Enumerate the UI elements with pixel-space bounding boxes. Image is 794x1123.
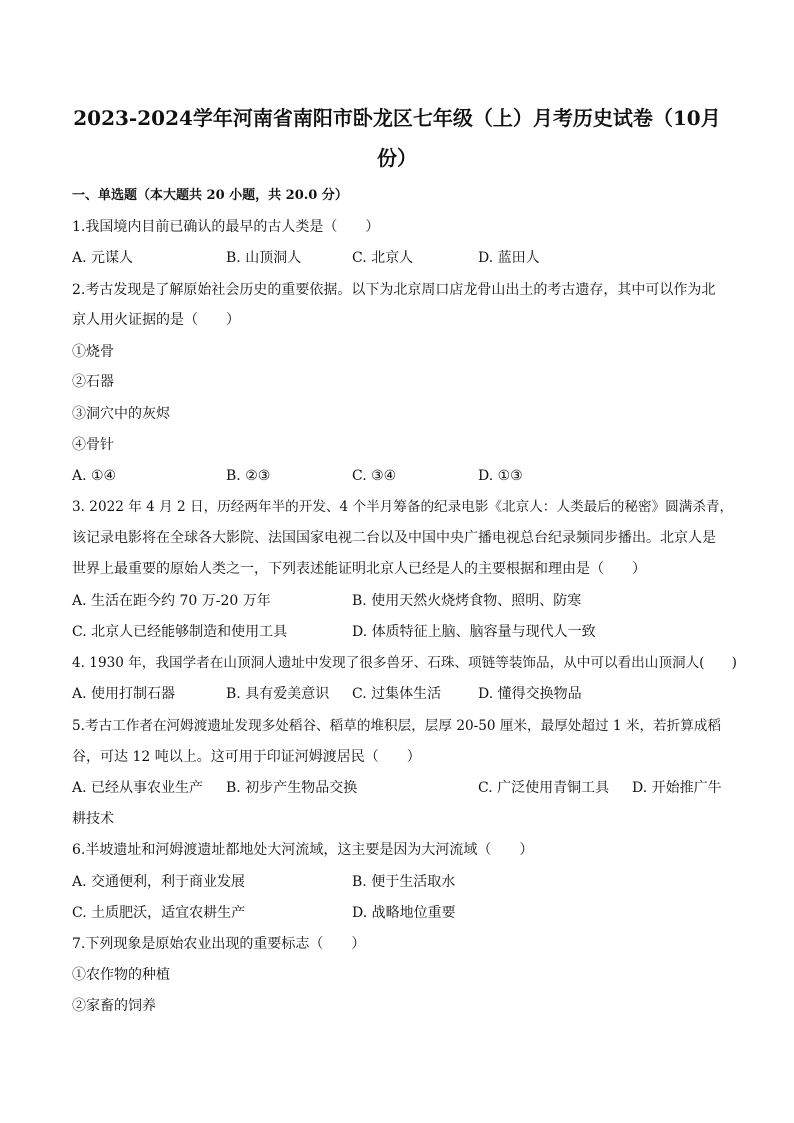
question-5-stem-line2: 谷，可达 12 吨以上。这可用于印证河姆渡居民（ ） bbox=[72, 749, 421, 765]
question-3-stem-line2: 该记录电影将在全球各大影院、法国国家电视二台以及中国中央广播电视总台纪录频同步播出。北京人是 bbox=[72, 530, 716, 546]
question-7-item-2: ②家畜的饲养 bbox=[72, 998, 156, 1014]
question-6-stem: 6.半坡遗址和河姆渡遗址都地处大河流域，这主要是因为大河流域（ ） bbox=[72, 842, 534, 858]
question-2-option-c: C. ③④ bbox=[352, 468, 397, 484]
question-5-stem-line1: 5.考古工作者在河姆渡遗址发现多处稻谷、稻草的堆积层，层厚 20-50 厘米，最厚处超过 1 米，若折算成稻 bbox=[72, 718, 722, 734]
question-4-option-b: B. 具有爱美意识 bbox=[226, 686, 330, 702]
question-2-option-a: A. ①④ bbox=[72, 468, 117, 484]
question-1-option-c: C. 北京人 bbox=[352, 250, 414, 266]
question-5-option-d-continued: 耕技术 bbox=[72, 811, 114, 827]
question-1-option-d: D. 蓝田人 bbox=[478, 250, 540, 266]
question-2-item-1: ①烧骨 bbox=[72, 344, 114, 360]
question-3-option-c: C. 北京人已经能够制造和使用工具 bbox=[72, 624, 288, 640]
question-7-item-1: ①农作物的种植 bbox=[72, 967, 170, 983]
question-2-stem-line2: 京人用火证据的是（ ） bbox=[72, 312, 240, 328]
question-2-option-b: B. ②③ bbox=[226, 468, 271, 484]
question-2-item-4: ④骨针 bbox=[72, 437, 114, 453]
question-7-stem: 7.下列现象是原始农业出现的重要标志（ ） bbox=[72, 936, 366, 952]
question-3-stem-line1: 3. 2022 年 4 月 2 日，历经两年半的开发、4 个半月筹备的纪录电影《北京人：人类最后的秘密》圆满杀青， bbox=[72, 499, 734, 515]
question-4-option-d: D. 懂得交换物品 bbox=[478, 686, 582, 702]
question-2-stem-line1: 2.考古发现是了解原始社会历史的重要依据。以下为北京周口店龙骨山出土的考古遗存，其中可以作为北 bbox=[72, 282, 716, 298]
question-4-option-a: A. 使用打制石器 bbox=[72, 686, 176, 702]
question-3-option-d: D. 体质特征上脑、脑容量与现代人一致 bbox=[352, 624, 596, 640]
question-5-option-c: C. 广泛使用青铜工具 bbox=[478, 780, 610, 796]
question-6-option-a: A. 交通便利，利于商业发展 bbox=[72, 874, 246, 890]
question-1-option-b: B. 山顶洞人 bbox=[226, 250, 302, 266]
question-1-option-a: A. 元谋人 bbox=[72, 250, 134, 266]
question-1-stem: 1.我国境内目前已确认的最早的古人类是（ ） bbox=[72, 219, 380, 235]
question-3-stem-line3: 世界上最重要的原始人类之一，下列表述能证明北京人已经是人的主要根据和理由是（ ） bbox=[72, 561, 646, 577]
question-6-option-b: B. 便于生活取水 bbox=[352, 874, 456, 890]
question-6-option-c: C. 土质肥沃，适宜农耕生产 bbox=[72, 905, 246, 921]
question-5-option-b: B. 初步产生物品交换 bbox=[226, 780, 358, 796]
question-3-option-b: B. 使用天然火烧烤食物、照明、防寒 bbox=[352, 593, 582, 609]
question-2-item-2: ②石器 bbox=[72, 374, 114, 390]
section-heading: 一、单选题（本大题共 20 小题，共 20.0 分） bbox=[72, 188, 348, 203]
question-3-option-a: A. 生活在距今约 70 万-20 万年 bbox=[72, 593, 271, 609]
question-4-stem: 4. 1930 年，我国学者在山顶洞人遗址中发现了很多兽牙、石珠、项链等装饰品，从中可以看出山顶洞人( ) bbox=[72, 655, 737, 671]
question-5-option-d: D. 开始推广牛 bbox=[632, 780, 722, 796]
question-4-option-c: C. 过集体生活 bbox=[352, 686, 442, 702]
exam-title-line1: 2023-2024学年河南省南阳市卧龙区七年级（上）月考历史试卷（10月 bbox=[73, 106, 721, 130]
question-5-option-a: A. 已经从事农业生产 bbox=[72, 780, 204, 796]
question-2-option-d: D. ①③ bbox=[478, 468, 523, 484]
question-6-option-d: D. 战略地位重要 bbox=[352, 905, 456, 921]
question-2-item-3: ③洞穴中的灰烬 bbox=[72, 406, 170, 422]
exam-title-line2: 份） bbox=[377, 146, 417, 170]
